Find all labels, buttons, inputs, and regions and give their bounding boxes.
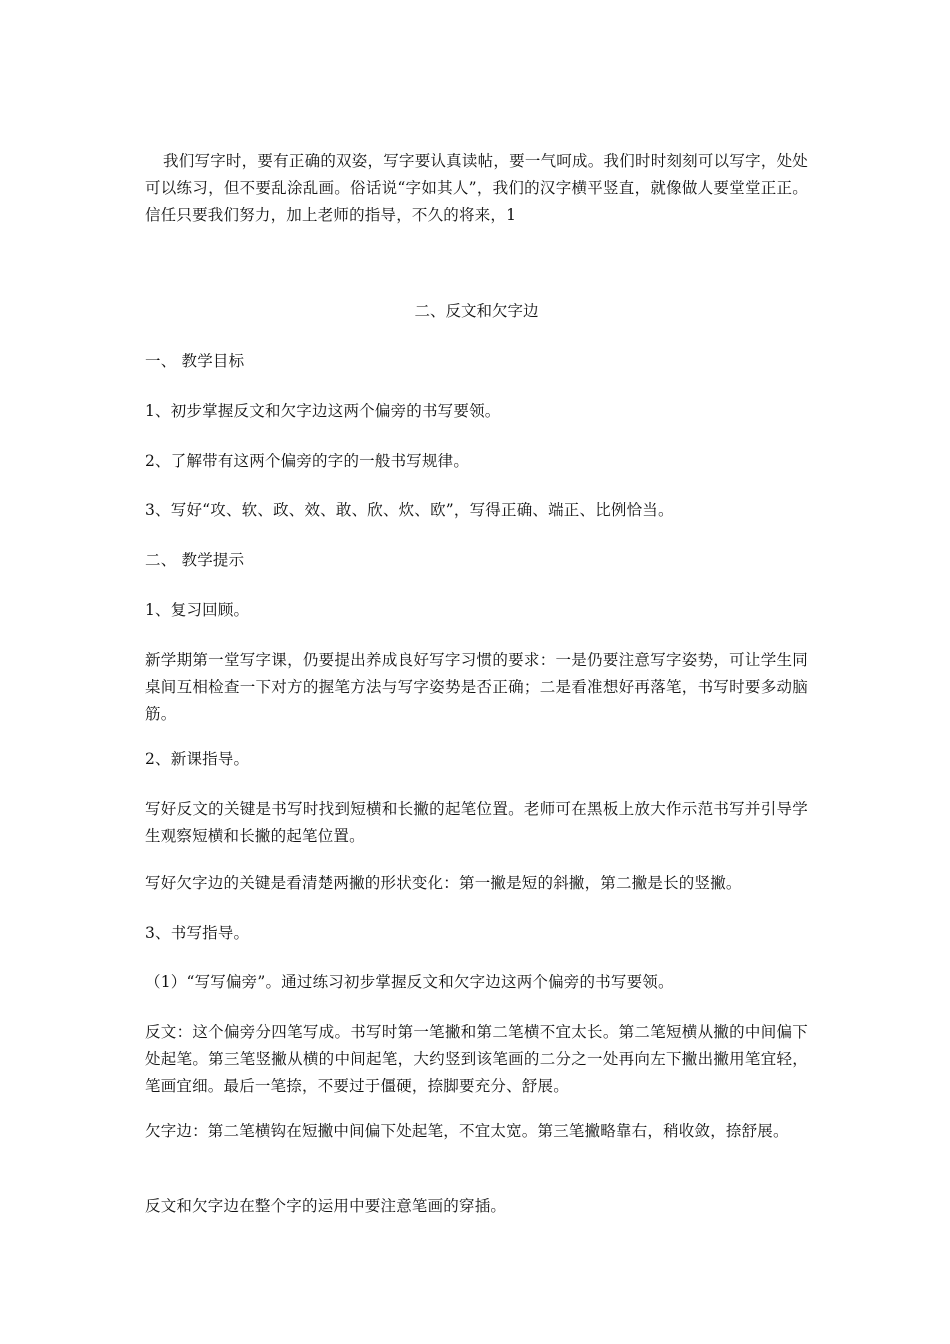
tip-new-lesson-qianzi: 写好欠字边的关键是看清楚两撇的形状变化：第一撇是短的斜撇，第二撇是长的竖撇。 xyxy=(145,874,742,892)
tip-review-body: 新学期第一堂写字课，仍要提出养成良好写字习惯的要求：一是仍要注意写字姿势，可让学生同桌间互相检查一下对方的握笔方法与写字姿势是否正确；二是看准想好再落笔，书写时要多动脑筋。 xyxy=(145,651,808,723)
writing-note: 反文和欠字边在整个字的运用中要注意笔画的穿插。 xyxy=(145,1197,507,1215)
goal-item-2: 2、了解带有这两个偏旁的字的一般书写规律。 xyxy=(145,452,470,470)
goal-item-1: 1、初步掌握反文和欠字边这两个偏旁的书写要领。 xyxy=(145,402,501,420)
tip-heading-review: 1、复习回顾。 xyxy=(145,601,250,619)
goal-item-3: 3、写好“攻、软、政、效、敢、欣、炊、欧”，写得正确、端正、比例恰当。 xyxy=(145,501,674,519)
intro-paragraph: 我们写字时，要有正确的双姿，写字要认真读帖，要一气呵成。我们时时刻刻可以写字，处处可以练习，但不要乱涂乱画。俗话说“字如其人”，我们的汉字横平竖直，就像做人要堂堂正正。信任只要我们努力，加上老师的指导，不久的将来，1 xyxy=(145,152,808,224)
writing-qianzi-body: 欠字边：第二笔横钩在短撇中间偏下处起笔，不宜太宽。第三笔撇略靠右，稍收敛，捺舒展。 xyxy=(145,1122,789,1140)
tip-new-lesson-fanwen: 写好反文的关键是书写时找到短横和长撇的起笔位置。老师可在黑板上放大作示范书写并引导学生观察短横和长撇的起笔位置。 xyxy=(145,800,808,845)
writing-fanwen-body: 反文：这个偏旁分四笔写成。书写时第一笔撇和第二笔横不宜太长。第二笔短横从撇的中间偏下处起笔。第三笔竖撇从横的中间起笔，大约竖到该笔画的二分之一处再向左下撇出撇用笔宜轻，笔画宜细。最后一笔捺，不要过于僵硬，捺脚要充分、舒展。 xyxy=(145,1023,808,1095)
tip-heading-new-lesson: 2、新课指导。 xyxy=(145,750,250,768)
writing-item-1: （1）“写写偏旁”。通过练习初步掌握反文和欠字边这两个偏旁的书写要领。 xyxy=(145,973,674,991)
tip-heading-writing: 3、书写指导。 xyxy=(145,924,250,942)
section-heading-goals: 一、 教学目标 xyxy=(145,352,245,370)
lesson-title: 二、反文和欠字边 xyxy=(414,302,539,320)
section-heading-tips: 二、 教学提示 xyxy=(145,551,245,569)
